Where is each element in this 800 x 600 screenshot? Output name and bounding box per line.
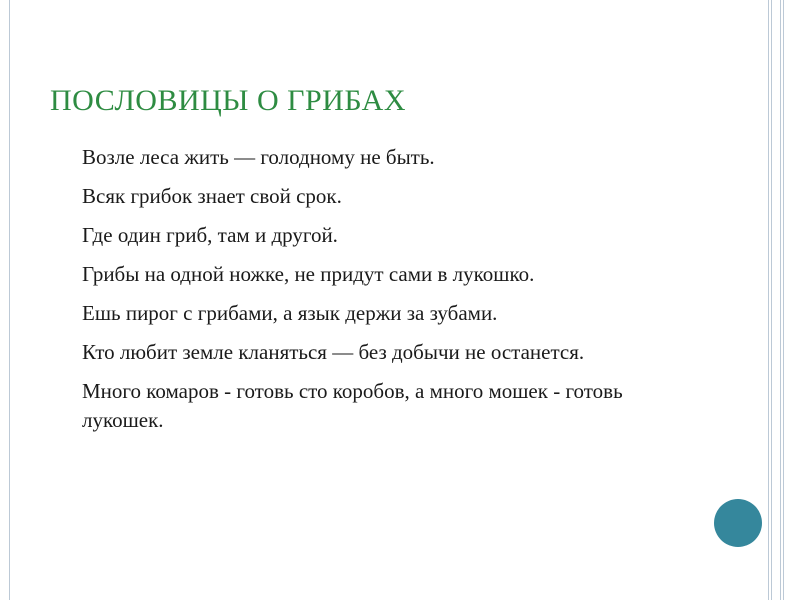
proverb-list: [56, 143, 706, 445]
proverb-text: Грибы на одной ножке, не придут сами в лукошко.: [82, 262, 535, 286]
proverb-text: Много комаров - готовь сто коробов, а много мошек - готовь лукошек.: [82, 379, 623, 432]
left-frame-line: [9, 0, 10, 600]
proverb-text: Где один гриб, там и другой.: [82, 223, 338, 247]
right-frame-line-3: [780, 0, 781, 600]
bullet-icon: [56, 299, 74, 328]
proverb-item: [56, 143, 706, 172]
proverb-item: [56, 377, 706, 435]
proverb-text: Кто любит земле кланяться — без добычи не останется.: [82, 340, 585, 364]
proverb-item: [56, 182, 706, 211]
proverb-item: [56, 221, 706, 250]
proverb-item: [56, 338, 706, 367]
accent-circle: [714, 499, 762, 547]
bullet-icon: [56, 338, 74, 367]
bullet-icon: [56, 377, 74, 406]
proverb-item: [56, 299, 706, 328]
proverb-text: Всяк грибок знает свой срок.: [82, 184, 342, 208]
proverb-text: Ешь пирог с грибами, а язык держи за зубами.: [82, 301, 498, 325]
right-frame-line-4: [783, 0, 784, 600]
bullet-icon: [56, 260, 74, 289]
bullet-icon: [56, 143, 74, 172]
proverb-text: Возле леса жить — голодному не быть.: [82, 145, 435, 169]
proverb-item: [56, 260, 706, 289]
slide-title: ПОСЛОВИЦЫ О ГРИБАХ: [50, 84, 406, 117]
bullet-icon: [56, 221, 74, 250]
right-frame-line-2: [771, 0, 772, 600]
bullet-icon: [56, 182, 74, 211]
right-frame-line-1: [768, 0, 769, 600]
